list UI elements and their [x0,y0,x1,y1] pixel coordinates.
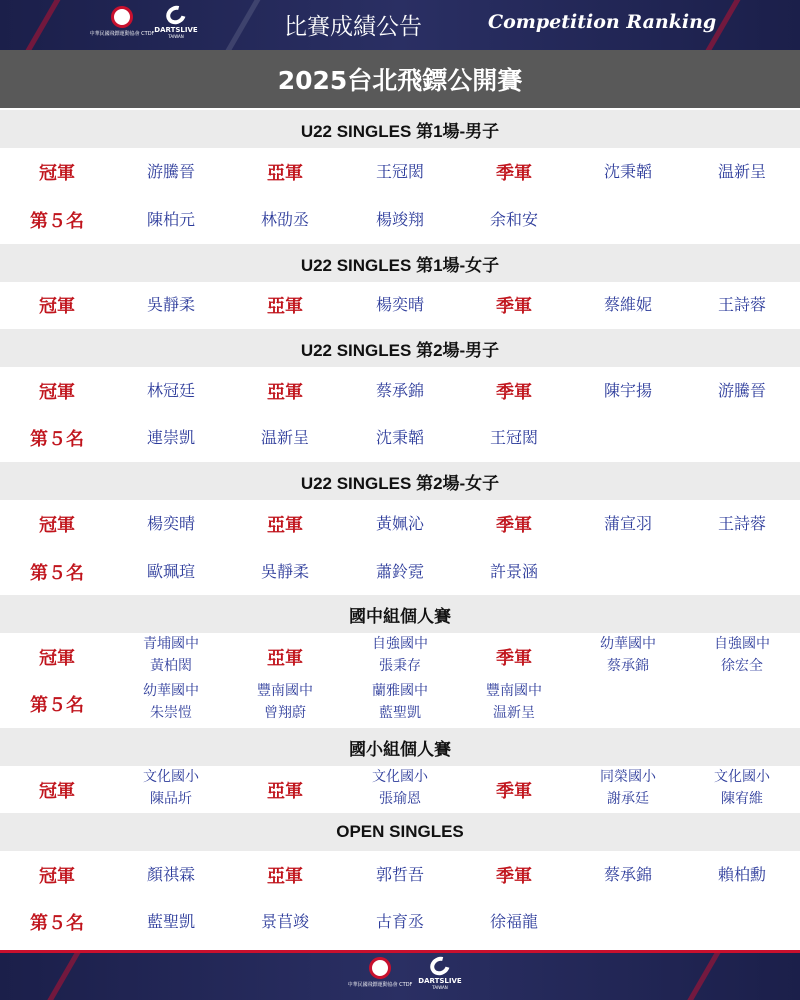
fifth-place-entry [457,680,571,724]
rank-label-third: 季軍 [496,515,532,536]
fifth-place-entry: 温新呈 [260,428,309,447]
player-name: 温新呈 [493,705,535,721]
school-name: 文化國小 [143,769,199,785]
section-title: U22 SINGLES 第1場-女子 [0,244,800,282]
runner-up-entry [343,766,457,810]
section-title: 國中組個人賽 [0,595,800,633]
header-title-en: Competition Ranking [488,11,717,33]
fifth-place-entry: 藍聖凱 [146,912,195,931]
ctdf-emblem-icon [111,6,133,28]
decor-stripe [26,0,61,50]
rank-label-runner-up: 亞軍 [267,382,303,403]
rank-label-fifth: 第５名 [30,695,84,716]
rank-label-runner-up: 亞軍 [267,296,303,317]
third-place-entry [571,766,685,810]
fifth-place-entry: 吳靜柔 [260,562,309,581]
rank-label-runner-up: 亞軍 [267,781,303,802]
third-place-entry [571,633,685,677]
rank-label-fifth: 第５名 [30,211,84,232]
dartslive-logo-sub: TAIWAN [432,985,448,990]
third-place-entry [685,766,799,810]
rank-label-third: 季軍 [496,781,532,802]
school-name: 自強國中 [714,636,770,652]
player-name: 張秉存 [379,658,421,674]
player-name: 陳宥維 [721,791,763,807]
fifth-place-entry: 許景涵 [489,562,538,581]
fifth-place-entry: 林劭丞 [260,210,309,229]
fifth-place-entry [228,680,342,724]
rank-label-champion: 冠軍 [39,866,75,887]
rank-label-runner-up: 亞軍 [267,648,303,669]
rank-label-fifth: 第５名 [30,429,84,450]
player-name: 謝承廷 [607,791,649,807]
rank-label-champion: 冠軍 [39,382,75,403]
champion-entry: 吳靜柔 [146,295,195,314]
rank-label-champion: 冠軍 [39,163,75,184]
section-title: U22 SINGLES 第2場-男子 [0,329,800,367]
section-title: OPEN SINGLES [0,813,800,851]
page-title: 2025台北飛鏢公開賽 [0,50,800,108]
champion-entry: 顏祺霖 [146,865,195,884]
champion-entry: 林冠廷 [146,381,195,400]
fifth-place-entry: 余和安 [489,210,538,229]
player-name: 張瑜恩 [379,791,421,807]
fifth-place-entry: 徐福龍 [489,912,538,931]
player-name: 藍聖凱 [379,705,421,721]
fifth-place-entry [114,680,228,724]
runner-up-entry: 郭哲吾 [375,865,424,884]
player-name: 徐宏全 [721,658,763,674]
rank-label-third: 季軍 [496,296,532,317]
dartslive-swoosh-icon [163,2,189,28]
champion-entry [114,766,228,810]
runner-up-entry [343,633,457,677]
third-place-entry: 賴柏勳 [717,865,766,884]
section-title: 國小組個人賽 [0,728,800,766]
fifth-place-entry: 蕭鈴霓 [375,562,424,581]
rank-label-third: 季軍 [496,382,532,403]
rank-label-third: 季軍 [496,648,532,669]
dartslive-logo-text: DARTSLIVE [154,26,198,34]
champion-entry: 游騰晉 [146,162,195,181]
dartslive-logo [150,6,202,46]
fifth-place-entry: 沈秉韜 [375,428,424,447]
rank-label-runner-up: 亞軍 [267,163,303,184]
school-name: 豐南國中 [257,683,313,699]
fifth-place-entry: 楊竣翔 [375,210,424,229]
third-place-entry [685,633,799,677]
footer-banner [0,950,800,1000]
rank-label-champion: 冠軍 [39,781,75,802]
rank-label-champion: 冠軍 [39,515,75,536]
rank-label-fifth: 第５名 [30,913,84,934]
fifth-place-entry [343,680,457,724]
school-name: 蘭雅國中 [372,683,428,699]
ctdf-logo-text: 中華民國飛鏢運動協會 CTDF [89,31,155,37]
player-name: 朱崇愷 [150,705,192,721]
third-place-entry: 陳宇揚 [603,381,652,400]
player-name: 黃柏閎 [150,658,192,674]
rank-label-third: 季軍 [496,163,532,184]
dartslive-logo-sub: TAIWAN [168,34,184,39]
fifth-place-entry: 連崇凱 [146,428,195,447]
runner-up-entry: 楊奕晴 [375,295,424,314]
player-name: 陳品圻 [150,791,192,807]
school-name: 幼華國中 [143,683,199,699]
school-name: 文化國小 [714,769,770,785]
champion-entry [114,633,228,677]
fifth-place-entry: 歐珮瑄 [146,562,195,581]
footer-ctdf-logo [347,957,413,997]
rank-label-runner-up: 亞軍 [267,515,303,536]
school-name: 幼華國中 [600,636,656,652]
decor-stripe [46,953,81,1000]
header-title-cn: 比賽成績公告 [284,14,422,40]
dartslive-logo-text: DARTSLIVE [418,977,462,985]
runner-up-entry: 蔡承錦 [375,381,424,400]
school-name: 同榮國小 [600,769,656,785]
rank-label-champion: 冠軍 [39,648,75,669]
rank-label-fifth: 第５名 [30,563,84,584]
player-name: 曾翔蔚 [264,705,306,721]
rank-label-third: 季軍 [496,866,532,887]
dartslive-swoosh-icon [427,953,453,979]
footer-dartslive-logo [414,957,466,997]
runner-up-entry: 王冠閎 [375,162,424,181]
third-place-entry: 王詩蓉 [717,514,766,533]
school-name: 青埔國中 [143,636,199,652]
third-place-entry: 沈秉韜 [603,162,652,181]
school-name: 自強國中 [372,636,428,652]
section-title: U22 SINGLES 第2場-女子 [0,462,800,500]
third-place-entry: 温新呈 [717,162,766,181]
decor-stripe [226,0,261,50]
rank-label-champion: 冠軍 [39,296,75,317]
fifth-place-entry: 王冠閎 [489,428,538,447]
third-place-entry: 游騰晉 [717,381,766,400]
school-name: 豐南國中 [486,683,542,699]
ctdf-emblem-icon [369,957,391,979]
section-title: U22 SINGLES 第1場-男子 [0,110,800,148]
champion-entry: 楊奕晴 [146,514,195,533]
fifth-place-entry: 古育丞 [375,912,424,931]
third-place-entry: 王詩蓉 [717,295,766,314]
third-place-entry: 蔡維妮 [603,295,652,314]
third-place-entry: 蒲宣羽 [603,514,652,533]
ctdf-logo [89,6,155,46]
school-name: 文化國小 [372,769,428,785]
player-name: 蔡承錦 [607,658,649,674]
fifth-place-entry: 陳柏元 [146,210,195,229]
fifth-place-entry: 景苢竣 [260,912,309,931]
header-banner [0,0,800,50]
rank-label-runner-up: 亞軍 [267,866,303,887]
runner-up-entry: 黃姵沁 [375,514,424,533]
third-place-entry: 蔡承錦 [603,865,652,884]
ctdf-logo-text: 中華民國飛鏢運動協會 CTDF [347,982,413,988]
decor-stripe [686,953,721,1000]
